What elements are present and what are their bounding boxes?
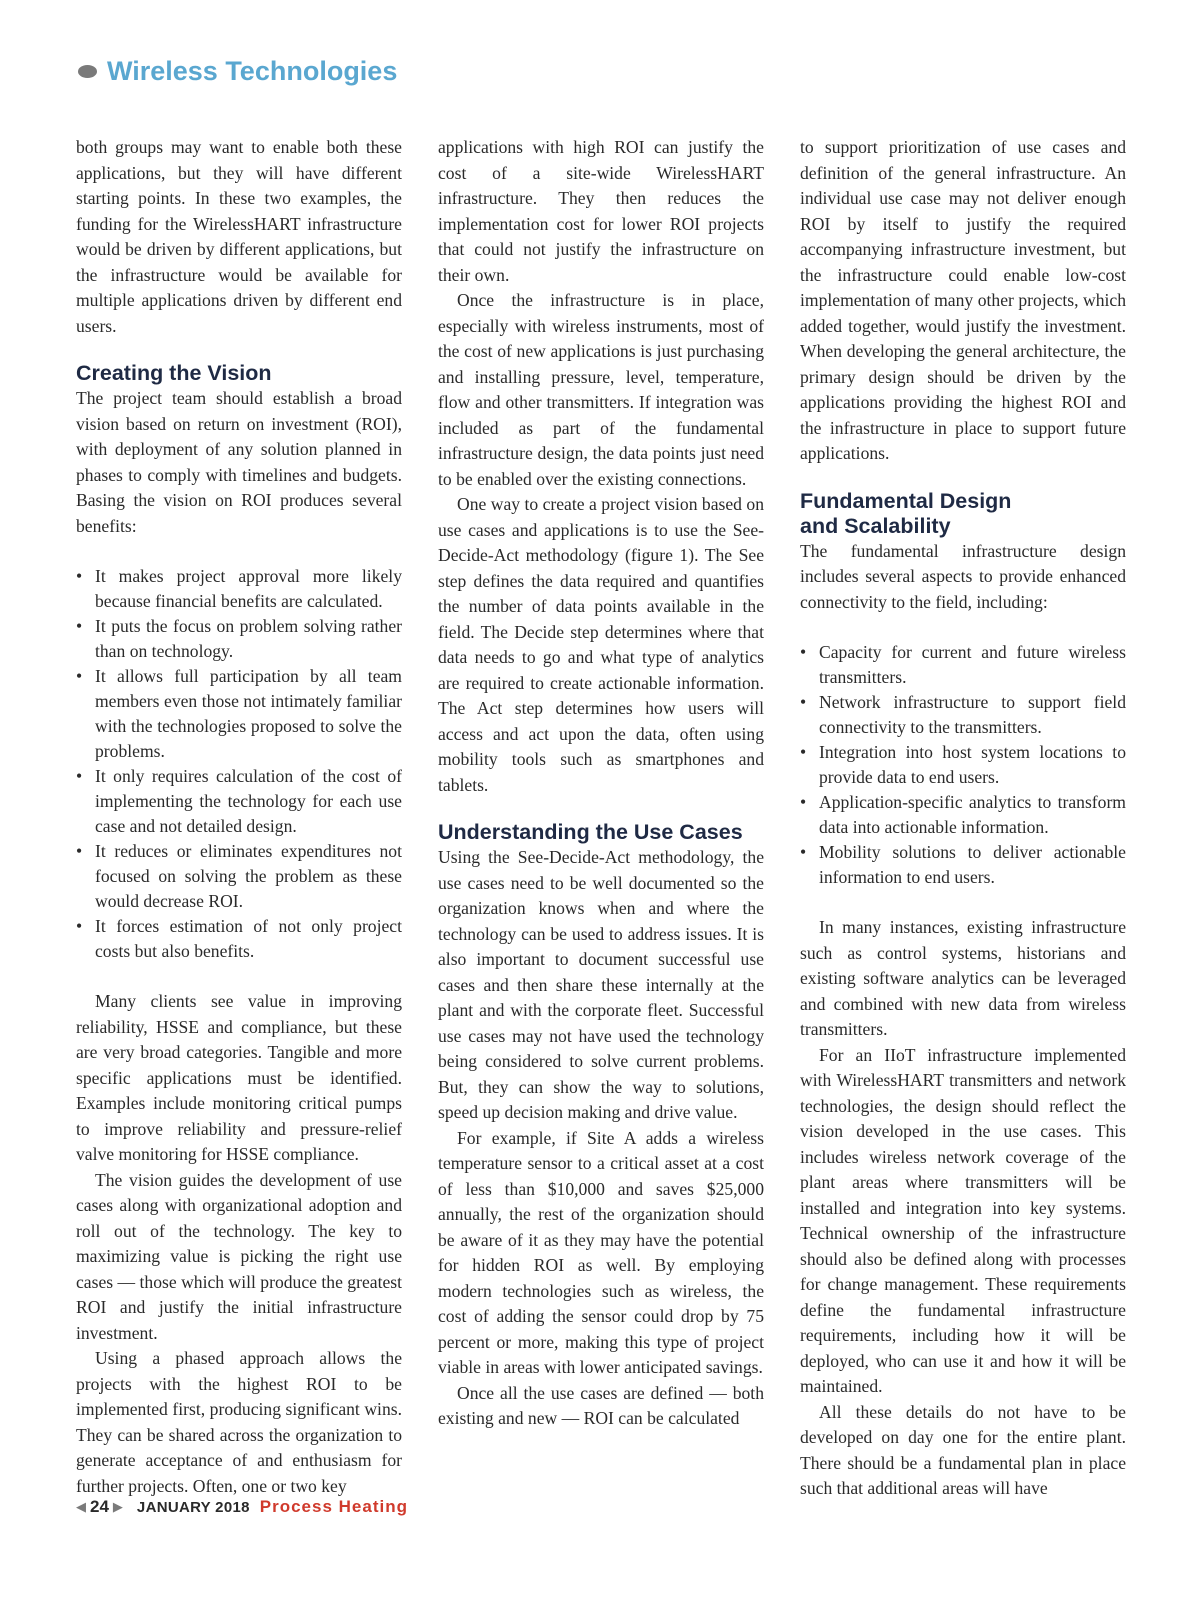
paragraph: both groups may want to enable both these applications, but they will have different starting points. In these two examples, the funding for the WirelessHART infrastructure would be driven by different applications, but the infrastructure would be available for multiple applications driven by different end users. bbox=[76, 137, 402, 336]
paragraph: The project team should establish a broad vision based on return on investment (ROI), with deployment of any solution planned in phases to comply with timelines and budgets. Basing the vision on ROI produces several benefits: bbox=[76, 388, 402, 536]
paragraph: The fundamental infrastructure design includes several aspects to provide enhanced connectivity to the field, including: bbox=[800, 540, 1126, 612]
paragraph: Using a phased approach allows the projects with the highest ROI to be implemented first, producing significant wins. They can be shared across the organization to generate acceptance of and enthusiasm for further projects. Often, one or two key bbox=[76, 1348, 402, 1496]
issue-date: JANUARY 2018 bbox=[136, 1498, 250, 1516]
section-header bbox=[78, 56, 397, 87]
left-arrow-icon: ◀ bbox=[76, 1499, 86, 1514]
column-2 bbox=[438, 135, 764, 1515]
paragraph: to support prioritization of use cases and definition of the general infrastructure. An individual use case may not deliver enough ROI by itself to justify the required accompanying infrastructure investment, but the infrastructure could enable low-cost implementation of many other projects, which added together, would justify the investment. When developing the general architecture, the primary design should be driven by the applications providing the highest ROI and the infrastructure in place to support future applications. bbox=[800, 137, 1126, 463]
paragraph: applications with high ROI can justify the cost of a site-wide WirelessHART infrastructure. They then reduces the implementation cost for lower ROI projects that could not justify the infrastructure on their own. bbox=[438, 137, 764, 285]
page-footer bbox=[76, 1497, 408, 1517]
paragraph: Once the infrastructure is in place, especially with wireless instruments, most of the cost of new applications is just purchasing and installing pressure, level, temperature, flow and other transmitters. If integration was included as part of the fundamental infrastructure design, the data points just need to be enabled over the existing connections. bbox=[438, 290, 764, 489]
section-title: Wireless Technologies bbox=[107, 56, 398, 86]
list-item: • Application-specific analytics to transform data into actionable information. bbox=[800, 790, 1126, 840]
list-item: • It allows full participation by all team members even those not intimately familiar with the technologies proposed to solve the problems. bbox=[76, 664, 402, 764]
heading-fundamental-design bbox=[800, 489, 1126, 539]
paragraph: Once all the use cases are defined — both existing and new — ROI can be calculated bbox=[438, 1382, 764, 1428]
list-item: • Integration into host system locations to provide data to end users. bbox=[800, 740, 1126, 790]
paragraph: All these details do not have to be developed on day one for the entire plant. There should be a fundamental plan in place such that additional areas will have bbox=[800, 1401, 1126, 1498]
heading-line: Fundamental Design bbox=[800, 488, 1012, 513]
design-aspects-list bbox=[800, 640, 1126, 890]
paragraph: For an IIoT infrastructure implemented with WirelessHART transmitters and network technologies, the design should reflect the vision developed in the use cases. This includes wireless network coverage of the plant areas where transmitters will be installed and integration into key systems. Technical ownership of the infrastructure should also be defined along with processes for change management. These requirements define the fundamental infrastructure requirements, including how it will be deployed, who can use it and how it will be maintained. bbox=[800, 1044, 1126, 1396]
heading-line: and Scalability bbox=[800, 513, 951, 538]
paragraph: Using the See-Decide-Act methodology, the use cases need to be well documented so the organization knows when and where the technology can be used to address issues. It is also important to document successful use cases and then share these internally at the plant and with the corporate fleet. Successful use cases may not have used the technology being considered to solve current problems. But, they can show the way to solutions, speed up decision making and drive value. bbox=[438, 847, 764, 1122]
list-item: • It makes project approval more likely because financial benefits are calculated. bbox=[76, 564, 402, 614]
heading-creating-vision: Creating the Vision bbox=[76, 361, 272, 385]
list-item: • It only requires calculation of the cost of implementing the technology for each use case and not detailed design. bbox=[76, 764, 402, 839]
section-bullet-icon bbox=[78, 65, 97, 78]
page-number: 24 bbox=[90, 1497, 109, 1516]
heading-understanding-use-cases: Understanding the Use Cases bbox=[438, 820, 743, 844]
list-item: • It puts the focus on problem solving rather than on technology. bbox=[76, 614, 402, 664]
paragraph: One way to create a project vision based on use cases and applications is to use the See-Decide-Act methodology (figure 1). The See step defines the data required and quantifies the number of data points available in the field. The Decide step determines where that data needs to go and what type of analytics are required to create actionable information. The Act step determines how users will access and act upon the data, often using mobility tools such as smartphones and tablets. bbox=[438, 494, 764, 795]
paragraph: In many instances, existing infrastructure such as control systems, historians and existing software analytics can be leveraged and combined with new data from wireless transmitters. bbox=[800, 917, 1126, 1039]
list-item: • Mobility solutions to deliver actionable information to end users. bbox=[800, 840, 1126, 890]
article-body bbox=[76, 135, 1126, 1515]
paragraph: Many clients see value in improving reliability, HSSE and compliance, but these are very broad categories. Tangible and more specific applications must be identified. Examples include monitoring critical pumps to improve reliability and pressure-relief valve monitoring for HSSE compliance. bbox=[76, 991, 402, 1164]
paragraph: For example, if Site A adds a wireless temperature sensor to a critical asset at a cost of less than $10,000 and saves $25,000 annually, the rest of the organization should be aware of it as they may have the potential for hidden ROI as well. By employing modern technologies such as wireless, the cost of adding the sensor could drop by 75 percent or more, making this type of project viable in areas with lower anticipated savings. bbox=[438, 1127, 764, 1377]
magazine-name: Process Heating bbox=[259, 1497, 408, 1516]
list-item: • Network infrastructure to support field connectivity to the transmitters. bbox=[800, 690, 1126, 740]
list-item: • It reduces or eliminates expenditures not focused on solving the problem as these would decrease ROI. bbox=[76, 839, 402, 914]
column-1 bbox=[76, 135, 402, 1515]
benefits-list bbox=[76, 564, 402, 964]
list-item: • It forces estimation of not only project costs but also benefits. bbox=[76, 914, 402, 964]
paragraph: The vision guides the development of use cases along with organizational adoption and roll out of the technology. The key to maximizing value is picking the right use cases — those which will produce the greatest ROI and justify the initial infrastructure investment. bbox=[76, 1169, 402, 1343]
column-3 bbox=[800, 135, 1126, 1515]
right-arrow-icon: ▶ bbox=[112, 1499, 123, 1514]
list-item: • Capacity for current and future wireless transmitters. bbox=[800, 640, 1126, 690]
